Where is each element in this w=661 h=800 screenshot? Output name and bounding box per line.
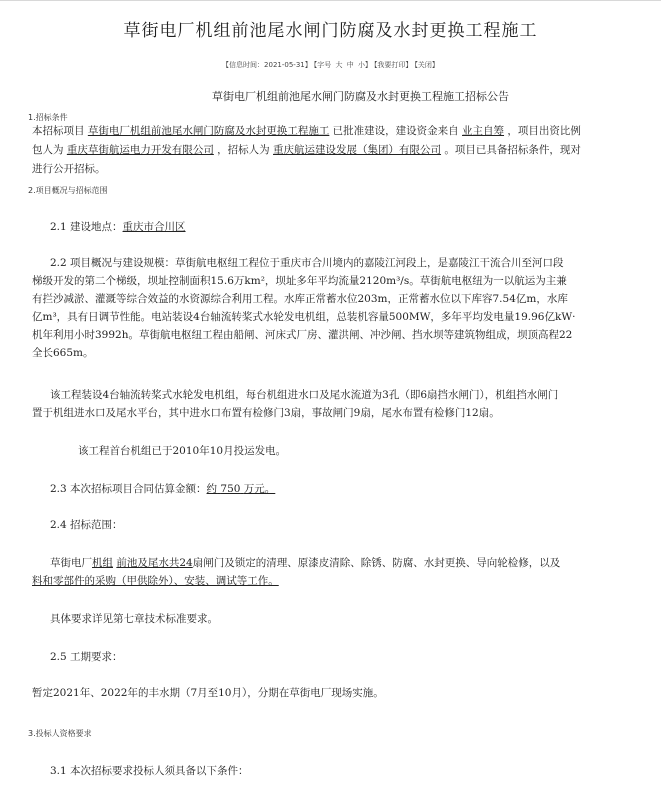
close-link[interactable]: 【关闭】 xyxy=(414,61,439,69)
estimate-amount: 750 xyxy=(220,483,241,495)
units-line: 置于机组进水口及尾水平台，其中进水口布置有检修门3扇，事故闸门9扇，尾水布置有检修门12扇。 xyxy=(32,407,500,419)
top-divider xyxy=(0,0,661,1)
s1-text: 。项目已具备招标条件，现对 xyxy=(441,144,581,156)
section-heading-3: 3.投标人资格要求 xyxy=(28,729,92,738)
location-line xyxy=(50,220,186,234)
overview-line: 亿m³，具有日调节性能。电站装设4台轴流转桨式水轮发电机组，总装机容量500MW，多年平均发电量19.96亿kW· xyxy=(32,311,576,323)
overview-line: 有拦沙减淤、灌溉等综合效益的水资源综合利用工程。水库正常蓄水位203m，正常蓄水位以下库容7.54亿m，水库 xyxy=(32,293,568,305)
s1-text: ，项目出资比例 xyxy=(504,125,581,137)
s1-text: 包人为 xyxy=(32,144,67,156)
project-name: 草街电厂机组前池尾水闸门防腐及水封更换工程施工 xyxy=(87,125,330,137)
estimate-value xyxy=(207,483,276,495)
fund-source: 业主自筹 xyxy=(462,125,505,137)
units-line: 该工程装设4台轴流转桨式水轮发电机组，每台机组进水口及尾水流道为3孔（即6扇挡水闸门），机组挡水闸门 xyxy=(50,389,559,401)
font-large-link[interactable]: 大 xyxy=(335,61,343,69)
first-unit-note: 该工程首台机组已于2010年10月投运发电。 xyxy=(78,445,287,457)
s1-text: 本招标项目 xyxy=(32,125,88,137)
overview-line: 梯级开发的第二个梯级，坝址控制面积15.6万km²，坝址多年平均流量2120m³/s。草街航电枢纽为一以航运为主兼 xyxy=(32,275,567,287)
scope-units: 机组 xyxy=(92,557,113,569)
scope-line-2: 料和零部件的采购（甲供除外）、安装、调试等工作。 xyxy=(32,575,279,587)
scope-text: 前池及尾水共 xyxy=(116,557,180,569)
info-time: 【信息时间：2021-05-31】 xyxy=(222,61,312,69)
font-small-link[interactable]: 小】 xyxy=(357,61,372,69)
qualification-line: 3.1 本次招标要求投标人须具备以下条件： xyxy=(50,765,249,777)
page-title: 草街电厂机组前池尾水闸门防腐及水封更换工程施工 xyxy=(123,21,538,41)
period-text: 暂定2021年、2022年的丰水期（7月至10月），分期在草街电厂现场实施。 xyxy=(32,687,384,699)
tenderer-name: 重庆航运建设发展（集团）有限公司 xyxy=(273,144,442,156)
scope-text: 扇闸门及锁定的清理、原漆皮清除、除锈、防腐、水封更换、导向轮检修，以及 xyxy=(192,557,561,569)
estimate-label: 2.3 本次招标项目合同估算金额： xyxy=(50,483,207,495)
overview-line: 2.2 项目概况与建设规模：草街航电枢纽工程位于重庆市合川境内的嘉陵江河段上，是嘉陵江干流合川至河口段 xyxy=(50,257,564,269)
overview-line: 全长665m。 xyxy=(32,347,94,359)
scope-text: 草街电厂 xyxy=(50,557,92,569)
s1-line-2 xyxy=(32,143,581,157)
print-link[interactable]: 【我要打印】 xyxy=(373,61,413,69)
scope-line-1 xyxy=(50,556,560,570)
estimate-line xyxy=(50,482,275,496)
location-label: 2.1 建设地点： xyxy=(50,221,123,233)
location-value: 重庆市合川区 xyxy=(122,221,186,233)
article-meta-bar xyxy=(0,60,661,70)
font-medium-link[interactable]: 中 xyxy=(346,61,354,69)
section-heading-1: 1.招标条件 xyxy=(28,113,68,122)
s1-text: 已批准建设，建设资金来自 xyxy=(329,125,463,137)
estimate-unit: 万元。 xyxy=(243,483,276,495)
s1-line-1 xyxy=(32,124,581,138)
section-heading-2: 2.项目概况与招标范围 xyxy=(28,186,108,195)
font-size-label: 【字号 xyxy=(313,61,332,69)
scope-label: 2.4 招标范围： xyxy=(50,519,123,531)
estimate-prefix: 约 xyxy=(206,483,218,495)
announcement-subtitle: 草街电厂机组前池尾水闸门防腐及水封更换工程施工招标公告 xyxy=(212,90,509,103)
scope-reference: 具体要求详见第七章技术标准要求。 xyxy=(50,613,218,625)
period-label: 2.5 工期要求： xyxy=(50,651,123,663)
s1-line-3: 进行公开招标。 xyxy=(32,163,106,175)
owner-name: 重庆草街航运电力开发有限公司 xyxy=(66,144,214,156)
overview-line: 机年利用小时3992h。草街航电枢纽工程由船闸、河床式厂房、灌洪闸、冲沙闸、挡水坝等建筑物组成，坝顶高程22 xyxy=(32,329,573,341)
s1-text: ，招标人为 xyxy=(213,144,274,156)
scope-gate-count: 24 xyxy=(179,557,193,569)
